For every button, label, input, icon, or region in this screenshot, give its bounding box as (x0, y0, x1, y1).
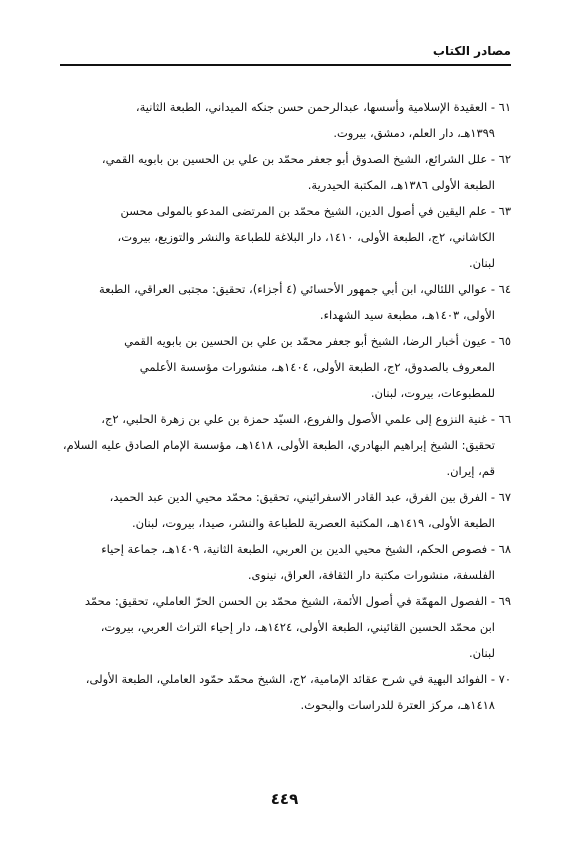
entry-first-line: ٦١ - العقيدة الإسلامية وأسسها، عبدالرحمن حسن جنكه الميداني، الطبعة الثانية، (135, 100, 511, 114)
entry-first-line: ٦٣ - علم اليقين في أصول الدين، الشيخ محمّد بن المرتضى المدعو بالمولى محسن (120, 204, 511, 218)
entry-continuation-line: الأولى، ١٤٠٣هـ، مطبعة سيد الشهداء. (319, 308, 495, 322)
page-number: ٤٤٩ (270, 790, 299, 808)
bibliography-entry (60, 146, 511, 198)
bibliography-entry (60, 406, 511, 484)
running-header (60, 42, 511, 66)
bibliography-list (60, 94, 511, 718)
entry-continuation-line: تحقيق: الشيخ إبراهيم البهادري، الطبعة الأولى، ١٤١٨هـ، مؤسسة الإمام الصادق عليه السلام، (62, 438, 495, 452)
entry-continuation-line: لبنان. (468, 646, 495, 660)
bibliography-entry (60, 328, 511, 406)
entry-first-line: ٦٩ - الفصول المهمّة في أصول الأئمة، الشيخ محمّد بن الحسن الحرّ العاملي، تحقيق: محمّد (84, 594, 511, 608)
entry-first-line: ٦٧ - الفرق بين الفرق، عبد القادر الاسفرائيني، تحقيق: محمّد محيي الدين عبد الحميد، (109, 490, 511, 504)
entry-continuation-line: الطبعة الأولى، ١٤١٩هـ، المكتبة العصرية للطباعة والنشر، صيدا، بيروت، لبنان. (131, 516, 495, 530)
bibliography-entry (60, 276, 511, 328)
bibliography-entry (60, 536, 511, 588)
entry-continuation-line: الطبعة الأولى ١٣٨٦هـ، المكتبة الحيدرية. (307, 178, 495, 192)
entry-first-line: ٦٥ - عيون أخبار الرضا، الشيخ أبو جعفر محمّد بن علي بن الحسين بن بابويه القمي (124, 334, 511, 348)
entry-first-line: ٦٨ - فصوص الحكم، الشيخ محيي الدين بن العربي، الطبعة الثانية، ١٤٠٩هـ، جماعة إحياء (101, 542, 511, 556)
entry-continuation-line: ١٤١٨هـ، مركز العترة للدراسات والبحوث. (300, 698, 495, 712)
bibliography-entry (60, 198, 511, 276)
entry-continuation-line: قم، إيران. (446, 464, 495, 478)
entry-continuation-line: للمطبوعات، بيروت، لبنان. (370, 386, 495, 400)
bibliography-entry (60, 484, 511, 536)
entry-continuation-line: الكاشاني، ٢ج، الطبعة الأولى، ١٤١٠، دار البلاغة للطباعة والنشر والتوزيع، بيروت، (117, 230, 495, 244)
entry-continuation-line: ١٣٩٩هـ، دار العلم، دمشق، بيروت. (333, 126, 495, 140)
bibliography-entry (60, 666, 511, 718)
entry-first-line: ٦٢ - علل الشرائع، الشيخ الصدوق أبو جعفر محمّد بن علي بن الحسين بن بابويه القمي، (101, 152, 511, 166)
entry-continuation-line: ابن محمّد الحسين القائيني، الطبعة الأولى، ١٤٢٤هـ، دار إحياء التراث العربي، بيروت، (100, 620, 495, 634)
bibliography-entry (60, 588, 511, 666)
header-title: مصادر الكتاب (432, 44, 511, 58)
entry-continuation-line: المعروف بالصدوق، ٢ج، الطبعة الأولى، ١٤٠٤هـ، منشورات مؤسسة الأعلمي (139, 360, 495, 374)
entry-first-line: ٦٤ - عوالي اللئالي، ابن أبي جمهور الأحسائي (٤ أجزاء)، تحقيق: مجتبى العراقي، الطبعة (98, 282, 511, 296)
bibliography-entry (60, 94, 511, 146)
entry-first-line: ٦٦ - غنية النزوع إلى علمي الأصول والفروع، السيّد حمزة بن علي بن زهرة الحلبي، ٢ج، (101, 412, 511, 426)
entry-continuation-line: الفلسفة، منشورات مكتبة دار الثقافة، العراق، نينوى. (247, 568, 495, 582)
entry-first-line: ٧٠ - الفوائد البهية في شرح عقائد الإمامية، ٢ج، الشيخ محمّد حمّود العاملي، الطبعة الأولى، (85, 672, 511, 686)
entry-continuation-line: لبنان. (468, 256, 495, 270)
